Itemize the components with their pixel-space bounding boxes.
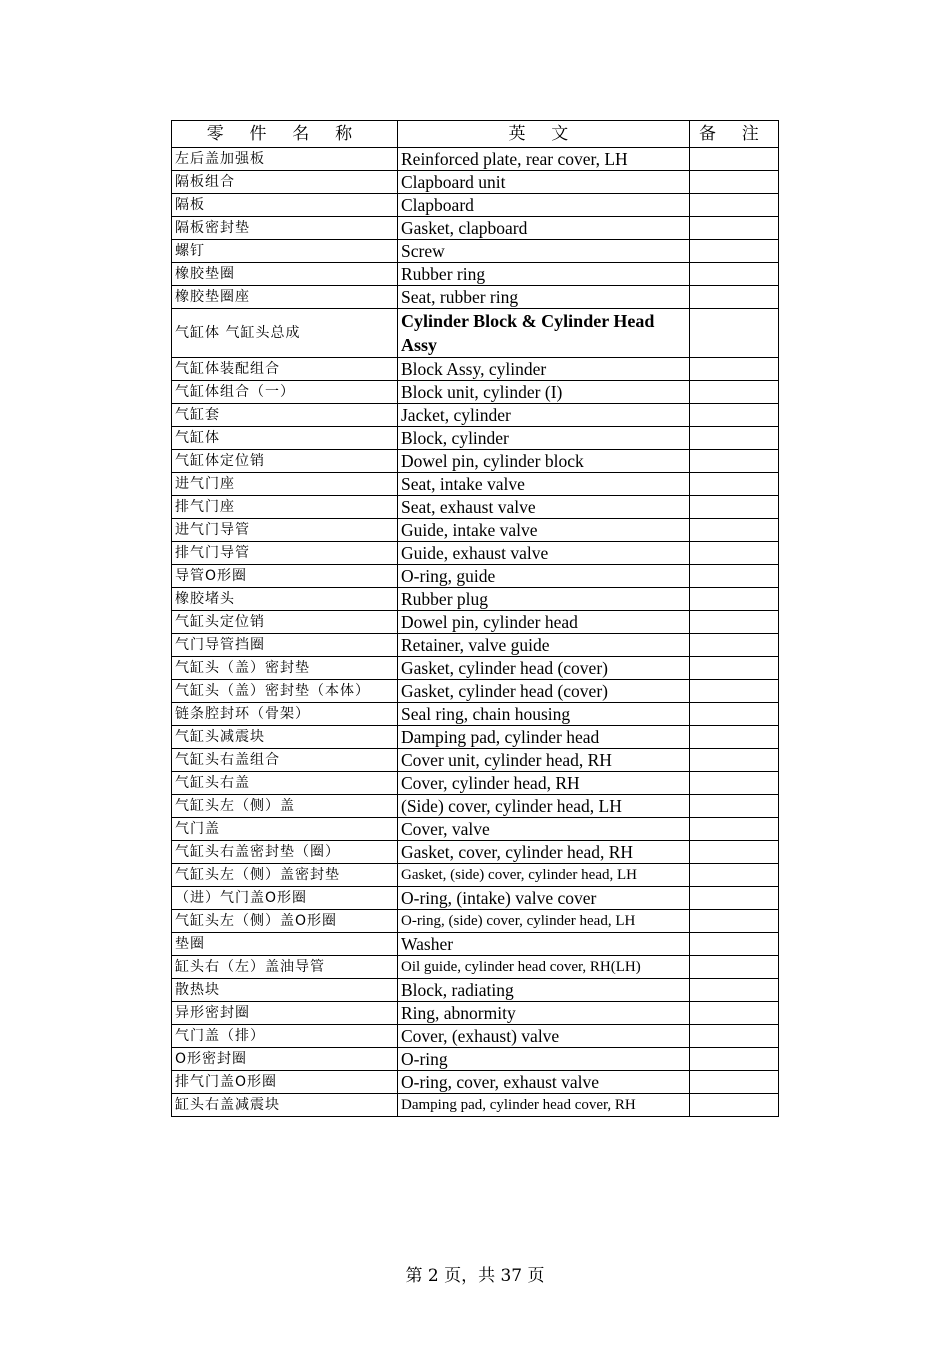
table-row bbox=[172, 1025, 779, 1048]
table-row bbox=[172, 795, 779, 818]
english-name-cell: O-ring, (intake) valve cover bbox=[398, 887, 690, 910]
remarks-cell bbox=[690, 240, 779, 263]
part-name-cell: 螺钉 bbox=[172, 240, 398, 263]
part-name-cell: 排气门导管 bbox=[172, 542, 398, 565]
english-name-cell: Oil guide, cylinder head cover, RH(LH) bbox=[398, 956, 690, 979]
english-name-cell: Seat, exhaust valve bbox=[398, 496, 690, 519]
part-name-cell: 气缸头减震块 bbox=[172, 726, 398, 749]
header-remarks: 备 注 bbox=[690, 121, 779, 148]
table-row bbox=[172, 1002, 779, 1025]
english-name-cell: Gasket, (side) cover, cylinder head, LH bbox=[398, 864, 690, 887]
part-name-cell: 气门导管挡圈 bbox=[172, 634, 398, 657]
remarks-cell bbox=[690, 933, 779, 956]
english-name-cell: Block, cylinder bbox=[398, 427, 690, 450]
table-row bbox=[172, 286, 779, 309]
table-row bbox=[172, 1094, 779, 1117]
table-row bbox=[172, 194, 779, 217]
english-name-cell: Damping pad, cylinder head cover, RH bbox=[398, 1094, 690, 1117]
table-row bbox=[172, 263, 779, 286]
part-name-cell: 气缸头（盖）密封垫（本体） bbox=[172, 680, 398, 703]
remarks-cell bbox=[690, 703, 779, 726]
table-row bbox=[172, 1048, 779, 1071]
table-row bbox=[172, 864, 779, 887]
part-name-cell: 缸头右盖减震块 bbox=[172, 1094, 398, 1117]
remarks-cell bbox=[690, 427, 779, 450]
part-name-cell: （进）气门盖O形圈 bbox=[172, 887, 398, 910]
part-name-cell: 隔板 bbox=[172, 194, 398, 217]
part-name-cell: 气缸头右盖密封垫（圈） bbox=[172, 841, 398, 864]
part-name-cell: 气缸头左（侧）盖O形圈 bbox=[172, 910, 398, 933]
part-name-cell: 橡胶垫圈座 bbox=[172, 286, 398, 309]
table-row bbox=[172, 887, 779, 910]
table-row bbox=[172, 542, 779, 565]
table-row bbox=[172, 657, 779, 680]
table-row bbox=[172, 148, 779, 171]
table-row bbox=[172, 749, 779, 772]
part-name-cell: 排气门盖O形圈 bbox=[172, 1071, 398, 1094]
remarks-cell bbox=[690, 818, 779, 841]
table-row bbox=[172, 450, 779, 473]
remarks-cell bbox=[690, 1094, 779, 1117]
remarks-cell bbox=[690, 588, 779, 611]
part-name-cell: 气缸套 bbox=[172, 404, 398, 427]
english-name-cell: Clapboard unit bbox=[398, 171, 690, 194]
part-name-cell: 气门盖（排） bbox=[172, 1025, 398, 1048]
english-name-cell: O-ring bbox=[398, 1048, 690, 1071]
english-name-cell: O-ring, guide bbox=[398, 565, 690, 588]
page-footer: 第 2 页，共 37 页 bbox=[405, 1266, 545, 1286]
part-name-cell: 气门盖 bbox=[172, 818, 398, 841]
table-row bbox=[172, 565, 779, 588]
english-name-cell: Screw bbox=[398, 240, 690, 263]
table-row bbox=[172, 933, 779, 956]
part-name-cell: 气缸头右盖 bbox=[172, 772, 398, 795]
remarks-cell bbox=[690, 772, 779, 795]
table-row bbox=[172, 956, 779, 979]
remarks-cell bbox=[690, 749, 779, 772]
part-name-cell: 隔板组合 bbox=[172, 171, 398, 194]
table-row bbox=[172, 381, 779, 404]
table-row bbox=[172, 611, 779, 634]
remarks-cell bbox=[690, 309, 779, 358]
english-name-cell: Cylinder Block & Cylinder Head Assy bbox=[398, 309, 690, 358]
remarks-cell bbox=[690, 519, 779, 542]
english-name-cell: Block Assy, cylinder bbox=[398, 358, 690, 381]
remarks-cell bbox=[690, 910, 779, 933]
part-name-cell: 气缸体 bbox=[172, 427, 398, 450]
table-row bbox=[172, 473, 779, 496]
part-name-cell: 链条腔封环（骨架） bbox=[172, 703, 398, 726]
table-row bbox=[172, 427, 779, 450]
part-name-cell: 气缸头左（侧）盖 bbox=[172, 795, 398, 818]
english-name-cell: (Side) cover, cylinder head, LH bbox=[398, 795, 690, 818]
remarks-cell bbox=[690, 381, 779, 404]
english-name-cell: Washer bbox=[398, 933, 690, 956]
table-row bbox=[172, 634, 779, 657]
part-name-cell: 橡胶垫圈 bbox=[172, 263, 398, 286]
remarks-cell bbox=[690, 404, 779, 427]
part-name-cell: 气缸头左（侧）盖密封垫 bbox=[172, 864, 398, 887]
remarks-cell bbox=[690, 473, 779, 496]
table-header-row bbox=[172, 121, 779, 148]
part-name-cell: 气缸头（盖）密封垫 bbox=[172, 657, 398, 680]
part-name-cell: 气缸体定位销 bbox=[172, 450, 398, 473]
table-row bbox=[172, 979, 779, 1002]
part-name-cell: 气缸体组合（一） bbox=[172, 381, 398, 404]
english-name-cell: Rubber plug bbox=[398, 588, 690, 611]
english-name-cell: Reinforced plate, rear cover, LH bbox=[398, 148, 690, 171]
remarks-cell bbox=[690, 795, 779, 818]
remarks-cell bbox=[690, 496, 779, 519]
english-name-cell: Dowel pin, cylinder head bbox=[398, 611, 690, 634]
english-name-cell: Ring, abnormity bbox=[398, 1002, 690, 1025]
part-name-cell: 气缸体装配组合 bbox=[172, 358, 398, 381]
remarks-cell bbox=[690, 171, 779, 194]
remarks-cell bbox=[690, 194, 779, 217]
remarks-cell bbox=[690, 1025, 779, 1048]
remarks-cell bbox=[690, 726, 779, 749]
english-name-cell: Clapboard bbox=[398, 194, 690, 217]
english-name-cell: Guide, intake valve bbox=[398, 519, 690, 542]
remarks-cell bbox=[690, 841, 779, 864]
table-row bbox=[172, 217, 779, 240]
remarks-cell bbox=[690, 680, 779, 703]
english-name-cell: O-ring, (side) cover, cylinder head, LH bbox=[398, 910, 690, 933]
english-name-cell: Gasket, cover, cylinder head, RH bbox=[398, 841, 690, 864]
table-row bbox=[172, 1071, 779, 1094]
remarks-cell bbox=[690, 864, 779, 887]
table-row bbox=[172, 496, 779, 519]
remarks-cell bbox=[690, 148, 779, 171]
remarks-cell bbox=[690, 1002, 779, 1025]
part-name-cell: 隔板密封垫 bbox=[172, 217, 398, 240]
remarks-cell bbox=[690, 956, 779, 979]
english-name-cell: Rubber ring bbox=[398, 263, 690, 286]
part-name-cell: 进气门导管 bbox=[172, 519, 398, 542]
table-row bbox=[172, 358, 779, 381]
table-row bbox=[172, 772, 779, 795]
english-name-cell: Cover unit, cylinder head, RH bbox=[398, 749, 690, 772]
header-english: 英 文 bbox=[398, 121, 690, 148]
part-name-cell: 进气门座 bbox=[172, 473, 398, 496]
table-row bbox=[172, 910, 779, 933]
header-part-name: 零 件 名 称 bbox=[172, 121, 398, 148]
english-name-cell: Jacket, cylinder bbox=[398, 404, 690, 427]
remarks-cell bbox=[690, 887, 779, 910]
english-name-cell: Cover, cylinder head, RH bbox=[398, 772, 690, 795]
remarks-cell bbox=[690, 565, 779, 588]
table-row bbox=[172, 703, 779, 726]
table-row bbox=[172, 841, 779, 864]
remarks-cell bbox=[690, 542, 779, 565]
remarks-cell bbox=[690, 1071, 779, 1094]
table-row bbox=[172, 171, 779, 194]
table-row bbox=[172, 680, 779, 703]
part-name-cell: 导管O形圈 bbox=[172, 565, 398, 588]
remarks-cell bbox=[690, 217, 779, 240]
english-name-cell: Gasket, cylinder head (cover) bbox=[398, 680, 690, 703]
remarks-cell bbox=[690, 979, 779, 1002]
part-name-cell: 排气门座 bbox=[172, 496, 398, 519]
table-row bbox=[172, 240, 779, 263]
english-name-cell: Guide, exhaust valve bbox=[398, 542, 690, 565]
remarks-cell bbox=[690, 634, 779, 657]
english-name-cell: Retainer, valve guide bbox=[398, 634, 690, 657]
part-name-cell: 异形密封圈 bbox=[172, 1002, 398, 1025]
english-name-cell: Seat, rubber ring bbox=[398, 286, 690, 309]
english-name-cell: Damping pad, cylinder head bbox=[398, 726, 690, 749]
english-name-cell: Block, radiating bbox=[398, 979, 690, 1002]
part-name-cell: 气缸体 气缸头总成 bbox=[172, 309, 398, 358]
remarks-cell bbox=[690, 286, 779, 309]
english-name-cell: Seat, intake valve bbox=[398, 473, 690, 496]
english-name-cell: Cover, (exhaust) valve bbox=[398, 1025, 690, 1048]
table-row bbox=[172, 309, 779, 358]
part-name-cell: 气缸头右盖组合 bbox=[172, 749, 398, 772]
english-name-cell: Block unit, cylinder (I) bbox=[398, 381, 690, 404]
part-name-cell: O形密封圈 bbox=[172, 1048, 398, 1071]
table-row bbox=[172, 818, 779, 841]
remarks-cell bbox=[690, 263, 779, 286]
english-name-cell: Seal ring, chain housing bbox=[398, 703, 690, 726]
english-name-cell: Dowel pin, cylinder block bbox=[398, 450, 690, 473]
remarks-cell bbox=[690, 358, 779, 381]
table-row bbox=[172, 726, 779, 749]
part-name-cell: 缸头右（左）盖油导管 bbox=[172, 956, 398, 979]
part-name-cell: 气缸头定位销 bbox=[172, 611, 398, 634]
table-row bbox=[172, 404, 779, 427]
remarks-cell bbox=[690, 611, 779, 634]
english-name-cell: Gasket, cylinder head (cover) bbox=[398, 657, 690, 680]
remarks-cell bbox=[690, 450, 779, 473]
part-name-cell: 左后盖加强板 bbox=[172, 148, 398, 171]
remarks-cell bbox=[690, 657, 779, 680]
part-name-cell: 散热块 bbox=[172, 979, 398, 1002]
table-body bbox=[172, 148, 779, 1117]
table-row bbox=[172, 588, 779, 611]
english-name-cell: Gasket, clapboard bbox=[398, 217, 690, 240]
table-row bbox=[172, 519, 779, 542]
remarks-cell bbox=[690, 1048, 779, 1071]
english-name-cell: Cover, valve bbox=[398, 818, 690, 841]
parts-table bbox=[171, 120, 779, 1117]
english-name-cell: O-ring, cover, exhaust valve bbox=[398, 1071, 690, 1094]
part-name-cell: 垫圈 bbox=[172, 933, 398, 956]
part-name-cell: 橡胶堵头 bbox=[172, 588, 398, 611]
